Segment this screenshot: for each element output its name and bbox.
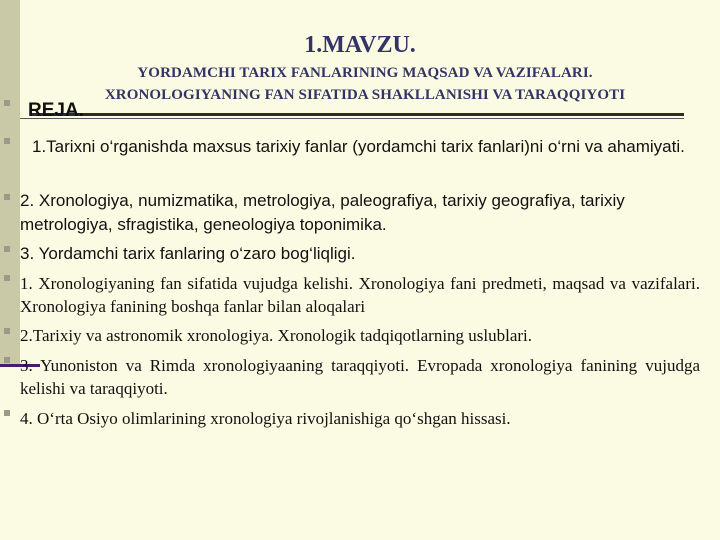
plan-item-3: 3. Yordamchi tarix fanlaring o‘zaro bog‘liqligi. [20,244,356,263]
bullet-icon [4,357,10,363]
bullet-icon [4,194,10,200]
bullet-icon [4,100,10,106]
plan-item-1: 1.Tarixni o‘rganishda maxsus tarixiy fanlar (yordamchi tarix fanlari)ni o‘rni va ahamiyati. [32,137,685,156]
title-underline [30,113,684,116]
bullet-icon [4,410,10,416]
topic-item-2: 2.Tarixiy va astronomik xronologiya. Xronologik tadqiqotlarning uslublari. [20,326,533,345]
plan-heading: REJA. [28,100,84,121]
bullet-icon [4,328,10,334]
bullet-icon [4,138,10,144]
plan-item-2: 2. Xronologiya, numizmatika, metrologiya, paleografiya, tarixiy geografiya, tarixiy metrologiya, sfragistika, geneologiya toponimika. [20,191,625,234]
topic-item-4: 4. O‘rta Osiyo olimlarining xronologiya rivojlanishiga qo‘shgan hissasi. [20,409,511,428]
slide-subtitle-line2: XRONOLOGIYANING FAN SIFATIDA SHAKLLANISHI VA TARAQQIYOTI [104,87,626,103]
bullet-icon [4,275,10,281]
topic-item-1: 1. Xronologiyaning fan sifatida vujudga kelishi. Xronologiya fani predmeti, maqsad va vazifalari. Xronologiya fanining boshqa fanlar bilan aloqalari [20,274,700,316]
topic-item-3: 3. Yunoniston va Rimda xronologiyaaning taraqqiyoti. Evropada xronologiya fanining vujudga kelishi va taraqqiyoti. [20,356,700,398]
title-underline-thin [20,118,684,119]
slide-title: 1.MAVZU. [304,32,416,58]
bullet-icon [4,246,10,252]
slide-subtitle-line1: YORDAMCHI TARIX FANLARINING MAQSAD VA VAZIFALARI. [137,65,593,81]
